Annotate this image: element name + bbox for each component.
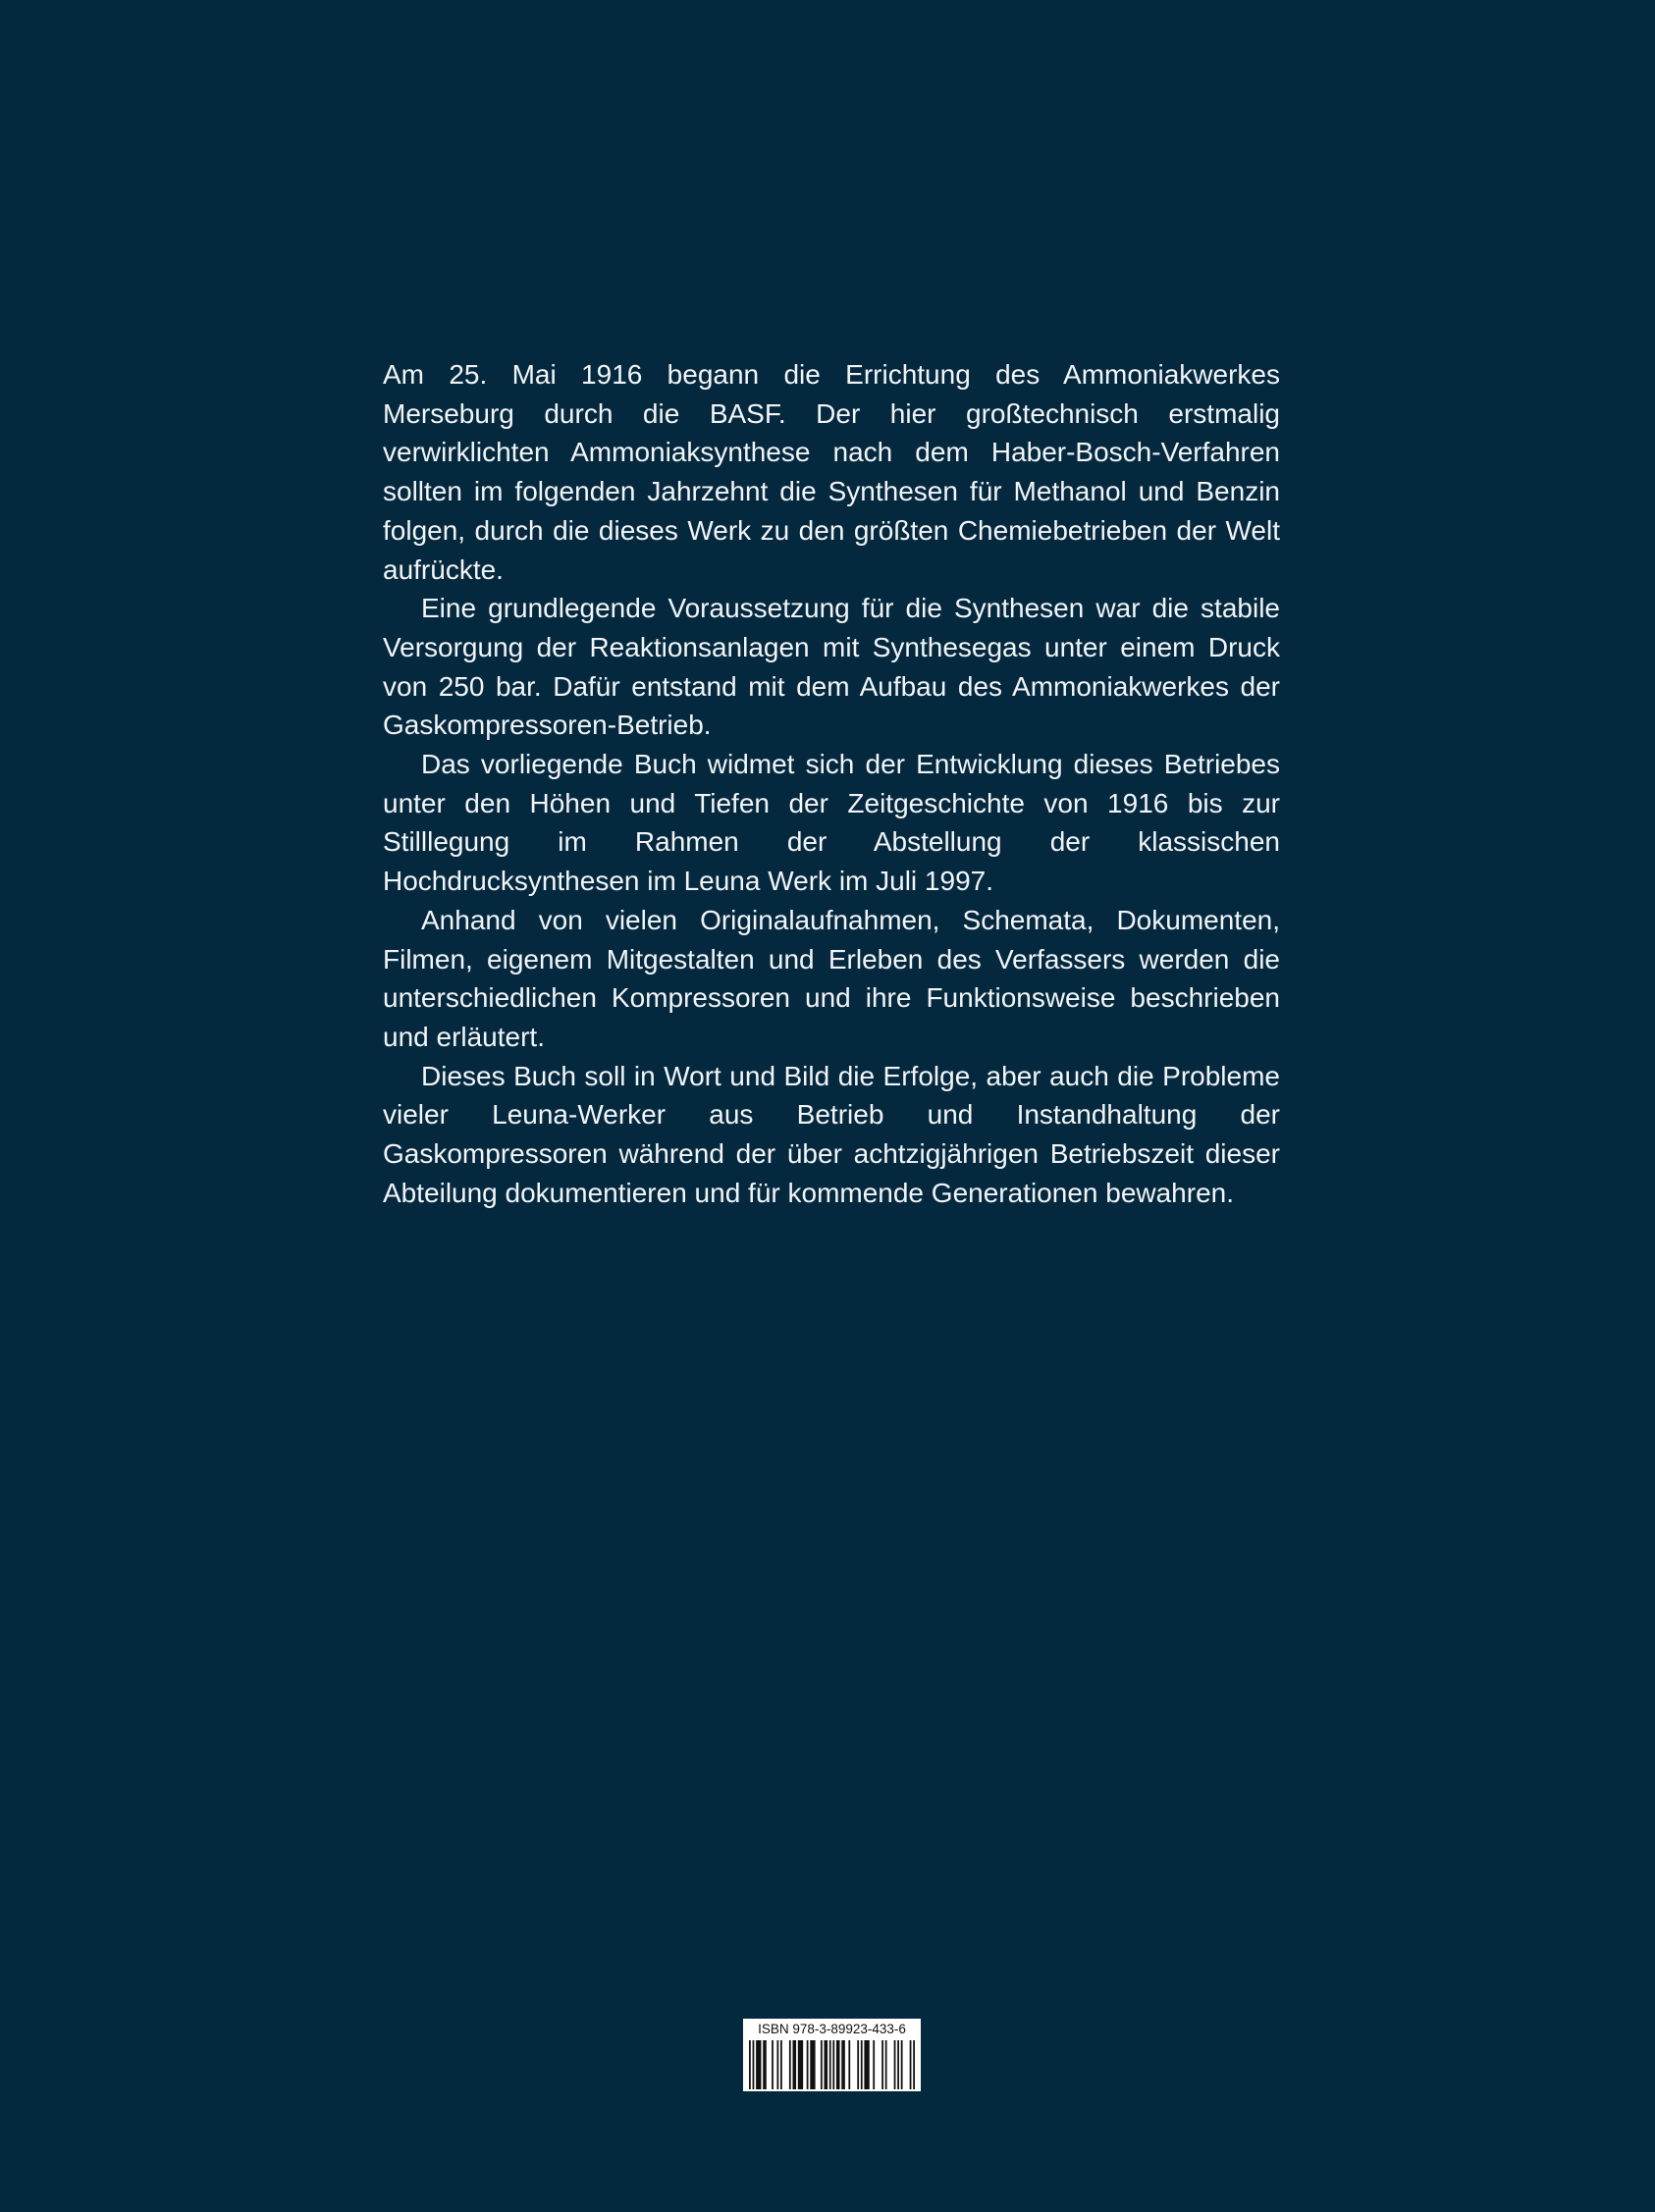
barcode-bar — [763, 2040, 767, 2089]
blurb-paragraph-2: Eine grundlegende Voraussetzung für die Synthesen war die stabile Versorgung der Reaktionsanlagen mit Synthesegas unter einem Druck von 250 bar. Dafür entstand mit dem Aufbau des Ammoniakwerkes der Gaskompressoren-Betrieb. — [383, 593, 1280, 741]
barcode-bar — [753, 2040, 755, 2089]
barcode-bar — [776, 2040, 778, 2089]
barcode-bar — [789, 2040, 791, 2089]
blurb-paragraph-4: Anhand von vielen Originalaufnahmen, Schemata, Dokumenten, Filmen, eigenem Mitgestalten und Erleben des Verfassers werden die unterschiedlichen Kompressoren und ihre Funktionsweise beschrieben und erläutert. — [383, 904, 1280, 1052]
barcode-bar — [749, 2040, 751, 2089]
barcode-bar — [894, 2040, 896, 2089]
barcode-bar — [881, 2040, 883, 2089]
blurb-paragraph-1: Am 25. Mai 1916 begann die Errichtung des Ammoniakwerkes Merseburg durch die BASF. Der hier großtechnisch erstmalig verwirklichten Ammoniaksynthese nach dem Haber-Bosch-Verfahren sollten im folgenden Jahrzehnt die Synthesen für Methanol und Benzin folgen, durch die dieses Werk zu den größten Chemiebetrieben der Welt aufrückte. — [383, 359, 1280, 585]
barcode-bar — [897, 2040, 899, 2089]
barcode-bar — [864, 2040, 869, 2089]
barcode-bar — [821, 2040, 823, 2089]
barcode-bar — [913, 2040, 915, 2089]
barcode-bar — [857, 2040, 859, 2089]
barcode-bar — [807, 2040, 809, 2089]
barcode-bar — [836, 2040, 840, 2089]
barcode-bar — [841, 2040, 845, 2089]
barcode-bar — [810, 2040, 815, 2089]
back-cover-blurb — [383, 355, 1280, 1212]
barcode-bar — [798, 2040, 803, 2089]
blurb-paragraph-5: Dieses Buch soll in Wort und Bild die Erfolge, aber auch die Probleme vieler Leuna-Werker aus Betrieb und Instandhaltung der Gaskompressoren während der über achtzigjährigen Betriebszeit dieser Abteilung dokumentieren und für kommende Generationen bewahren. — [383, 1060, 1280, 1208]
barcode-bar — [756, 2040, 761, 2089]
isbn-barcode — [743, 2019, 921, 2091]
barcode-bar — [901, 2040, 903, 2089]
barcode-bar — [848, 2040, 850, 2089]
barcode-bar — [792, 2040, 796, 2089]
barcode-bar — [885, 2040, 887, 2089]
barcode-bar — [829, 2040, 831, 2089]
barcode-icon — [749, 2040, 915, 2089]
barcode-bar — [861, 2040, 863, 2089]
barcode-bar — [772, 2040, 774, 2089]
barcode-bar — [832, 2040, 834, 2089]
barcode-bar — [824, 2040, 828, 2089]
isbn-label: ISBN 978-3-89923-433-6 — [758, 2022, 906, 2036]
barcode-bar — [910, 2040, 912, 2089]
blurb-paragraph-3: Das vorliegende Buch widmet sich der Entwicklung dieses Betriebes unter den Höhen und Tiefen der Zeitgeschichte von 1916 bis zur Stilllegung im Rahmen der Abstellung der klassischen Hochdrucksynthesen im Leuna Werk im Juli 1997. — [383, 749, 1280, 897]
barcode-bar — [780, 2040, 782, 2089]
barcode-bar — [873, 2040, 875, 2089]
